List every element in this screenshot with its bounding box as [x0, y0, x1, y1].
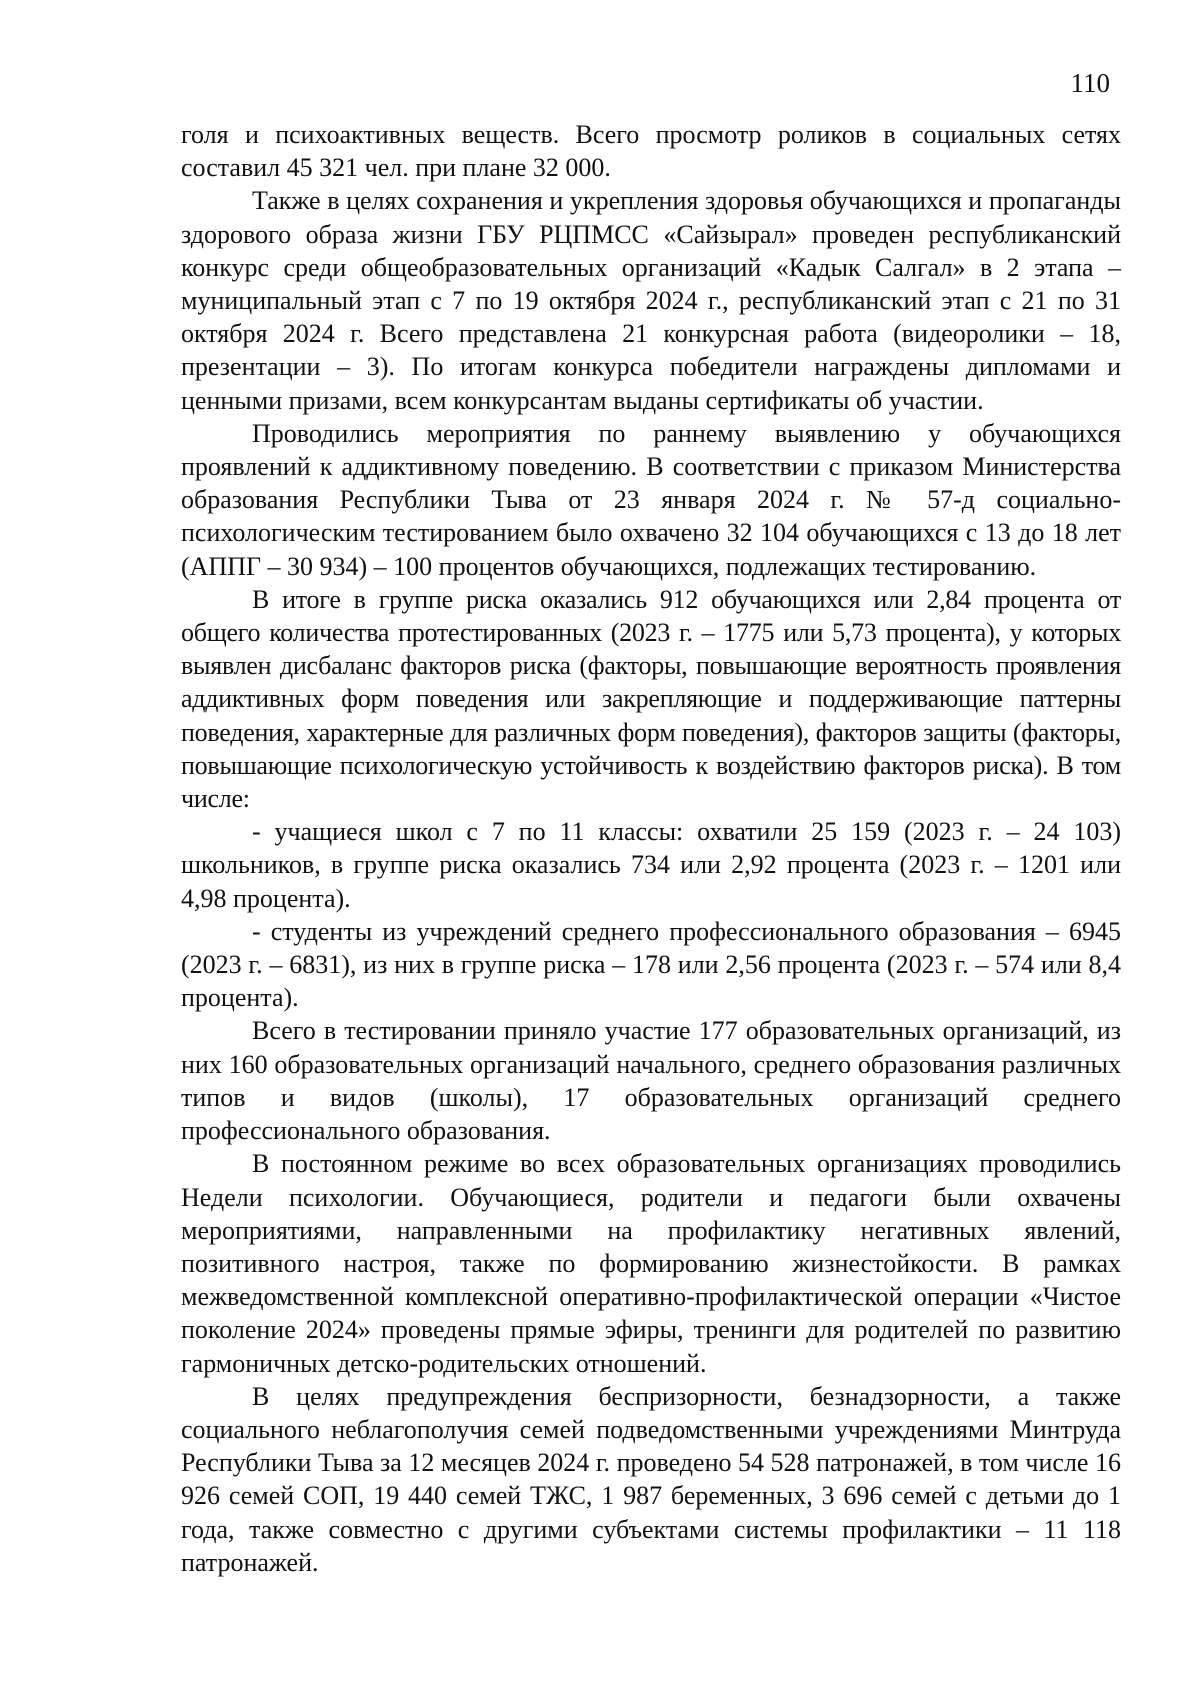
paragraph-continuation: голя и психоактивных веществ. Всего просмотр роликов в социальных сетях составил 45 321 чел. при плане 32 000. [181, 120, 1121, 183]
paragraph-schools-list-item: - учащиеся школ с 7 по 11 классы: охватили 25 159 (2023 г. – 24 103) школьников, в группе риска оказались 734 или 2,92 процента (2023 г. – 1201 или 4,98 процента). [181, 817, 1121, 913]
paragraph-students-list-item: - студенты из учреждений среднего профессионального образования – 6945 (2023 г. – 6831), из них в группе риска – 178 или 2,56 процента (2023 г. – 574 или 8,4 процента). [181, 916, 1121, 1013]
page-number: 110 [1070, 68, 1110, 98]
paragraph-testing-organizations: Всего в тестировании приняло участие 177 образовательных организаций, из них 160 образовательных организаций начального, среднего образования различных типов и видов (школы), 17 образовательных организаций среднего профессионального образования. [181, 1016, 1121, 1146]
paragraph-contest: Также в целях сохранения и укрепления здоровья обучающихся и пропаганды здорового образа жизни ГБУ РЦПМСС «Сайзырал» проведен республиканский конкурс среди общеобразовательных организаций «Кадык Салгал» в 2 этапа – муниципальный этап с 7 по 19 октября 2024 г., республиканский этап с 21 по 31 октября 2024 г. Всего представлена 21 конкурсная работа (видеоролики – 18, презентации – 3). По итогам конкурса победители награждены дипломами и ценными призами, всем конкурсантам выданы сертификаты об участии. [181, 186, 1121, 415]
paragraph-risk-group: В итоге в группе риска оказались 912 обучающихся или 2,84 процента от общего количества протестированных (2023 г. – 1775 или 5,73 процента), у которых выявлен дисбаланс факторов риска (факторы, повышающие вероятность проявления аддиктивных форм поведения или закрепляющие и поддерживающие паттерны поведения, характерные для различных форм поведения), факторов защиты (факторы, повышающие психологическую устойчивость к воздействию факторов риска). В том числе: [181, 584, 1121, 814]
document-body [181, 118, 1121, 1579]
paragraph-patronage: В целях предупреждения беспризорности, безнадзорности, а также социального неблагополучия семей подведомственными учреждениями Минтруда Республики Тыва за 12 месяцев 2024 г. проведено 54 528 патронажей, в том числе 16 926 семей СОП, 19 440 семей ТЖС, 1 987 беременных, 3 696 семей с детьми до 1 года, также совместно с другими субъектами системы профилактики – 11 118 патронажей. [181, 1381, 1121, 1577]
paragraph-early-detection: Проводились мероприятия по раннему выявлению у обучающихся проявлений к аддиктивному поведению. В соответствии с приказом Министерства образования Республики Тыва от 23 января 2024 г. № 57-д социально-психологическим тестированием было охвачено 32 104 обучающихся с 13 до 18 лет (АППГ – 30 934) – 100 процентов обучающихся, подлежащих тестированию. [181, 418, 1121, 581]
paragraph-psychology-weeks: В постоянном режиме во всех образовательных организациях проводились Недели психологии. Обучающиеся, родители и педагоги были охвачены мероприятиями, направленными на профилактику негативных явлений, позитивного настроя, также по формированию жизнестойкости. В рамках межведомственной комплексной оперативно-профилактической операции «Чистое поколение 2024» проведены прямые эфиры, тренинги для родителей по развитию гармоничных детско-родительских отношений. [181, 1149, 1121, 1378]
